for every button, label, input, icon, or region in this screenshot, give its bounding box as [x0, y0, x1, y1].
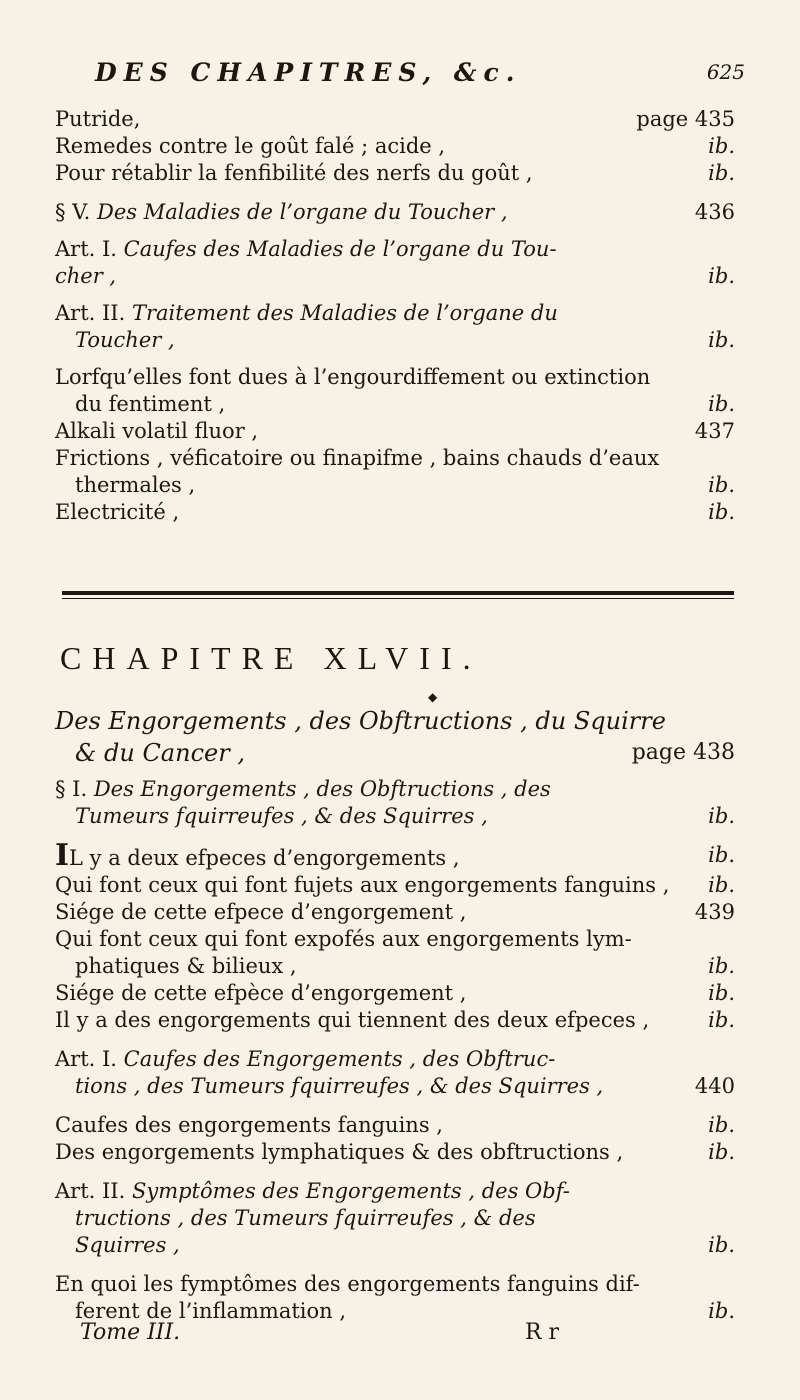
- list-item: Remedes contre le goût falé ; acide , ib.: [55, 134, 735, 158]
- list-item: Qui font ceux qui font fujets aux engorgements fanguins , ib.: [55, 873, 735, 897]
- section-heading: § I. Des Engorgements , des Obftructions , des: [55, 777, 551, 801]
- article-heading: Art. I. Caufes des Engorgements , des Obftruc-: [55, 1047, 556, 1071]
- list-item-continuation: du fentiment , ib.: [75, 392, 735, 416]
- list-item: Alkali volatil fluor , 437: [55, 419, 735, 443]
- list-item: Il y a des engorgements qui tiennent des deux efpeces , ib.: [55, 1008, 735, 1032]
- section-heading: § V. Des Maladies de l’organe du Toucher , 436: [55, 200, 735, 224]
- list-item: IL y a deux efpeces d’engorgements , ib.: [55, 838, 735, 873]
- article-heading-continuation: cher , ib.: [55, 264, 735, 288]
- article-heading: Art. II. Traitement des Maladies de l’organe du: [55, 301, 558, 325]
- page-number: 625: [706, 60, 745, 84]
- chapter-subtitle-line: & du Cancer , page 438: [75, 739, 735, 767]
- drop-cap: I: [55, 838, 70, 873]
- article-heading: Art. I. Caufes des Maladies de l’organe du Tou-: [55, 237, 557, 261]
- list-item: Siége de cette efpèce d’engorgement , ib.: [55, 981, 735, 1005]
- running-head-title: DES CHAPITRES, &c.: [95, 58, 522, 87]
- list-item: Qui font ceux qui font expofés aux engorgements lym-: [55, 927, 632, 951]
- volume-label: Tome III.: [80, 1320, 181, 1345]
- chapter-subtitle: [55, 705, 735, 769]
- contents-entries-chapter: [55, 776, 735, 1325]
- list-item: Frictions , véficatoire ou finapifme , bains chauds d’eaux: [55, 446, 660, 470]
- list-item-continuation: ferent de l’inflammation , ib.: [75, 1299, 735, 1323]
- list-item: Caufes des engorgements fanguins , ib.: [55, 1113, 735, 1137]
- list-item: Des engorgements lymphatiques & des obftructions , ib.: [55, 1140, 735, 1164]
- contents-entries-top: [55, 106, 735, 526]
- list-item: Lorfqu’elles font dues à l’engourdiffement ou extinction: [55, 365, 651, 389]
- article-heading-continuation: Squirres , ib.: [75, 1233, 735, 1257]
- article-heading-continuation: tions , des Tumeurs fquirreufes , & des Squirres , 440: [75, 1074, 735, 1098]
- list-item-continuation: phatiques & bilieux , ib.: [75, 954, 735, 978]
- article-heading-continuation: tructions , des Tumeurs fquirreufes , & des: [75, 1206, 536, 1230]
- chapter-subtitle-line: Des Engorgements , des Obftructions , du Squirre: [55, 707, 666, 735]
- list-item: Putride, page 435: [55, 107, 735, 131]
- section-heading-continuation: Tumeurs fquirreufes , & des Squirres , ib.: [75, 804, 735, 828]
- list-item-continuation: thermales , ib.: [75, 473, 735, 497]
- decorative-rule: [62, 591, 734, 599]
- printer-signature: R r: [525, 1320, 560, 1345]
- chapter-title: CHAPITRE XLVII.: [60, 640, 482, 676]
- list-item: Siége de cette efpece d’engorgement , 439: [55, 900, 735, 924]
- diamond-ornament-icon: ◆: [428, 690, 438, 704]
- list-item: Electricité , ib.: [55, 500, 735, 524]
- article-heading: Art. II. Symptômes des Engorgements , des Obf-: [55, 1179, 570, 1203]
- list-item: Pour rétablir la fenfibilité des nerfs du goût , ib.: [55, 161, 735, 185]
- list-item: En quoi les fymptômes des engorgements fanguins dif-: [55, 1272, 640, 1296]
- running-head: [95, 58, 745, 87]
- article-heading-continuation: Toucher , ib.: [75, 328, 735, 352]
